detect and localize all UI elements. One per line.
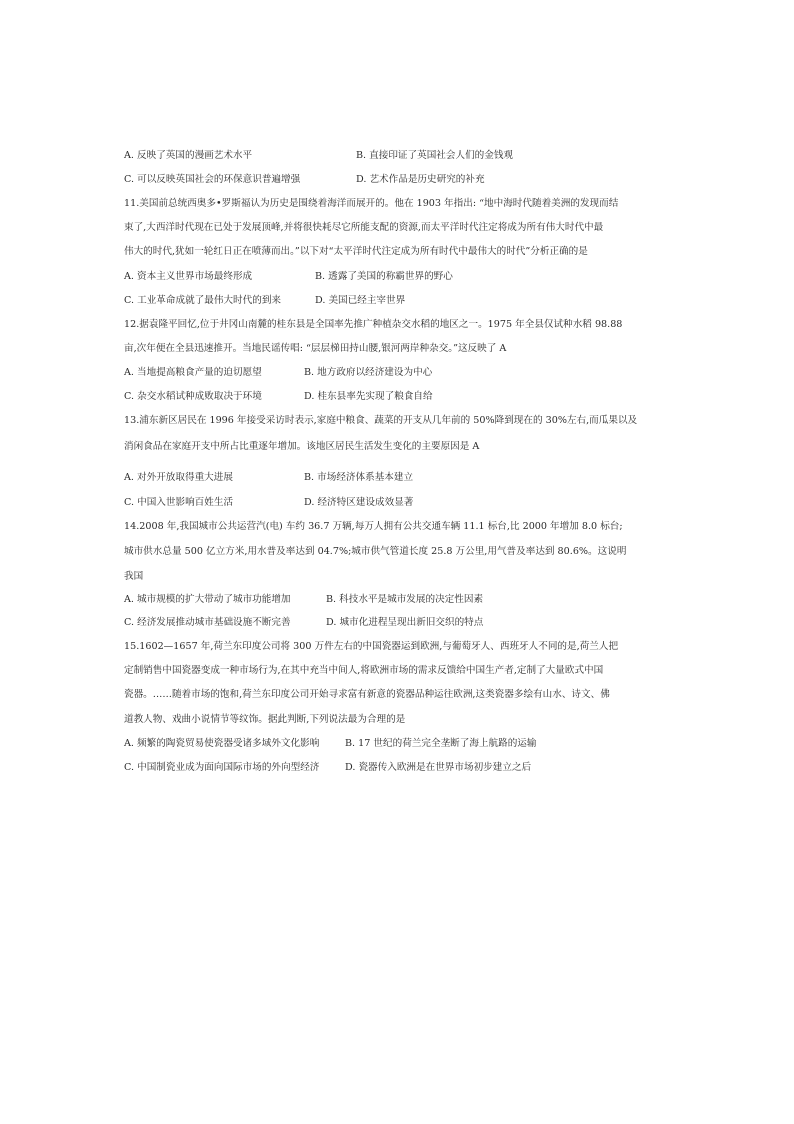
q14-stem-line: 我国 [124,571,144,582]
q14-option-b: B. 科技水平是城市发展的决定性因素 [326,594,484,605]
q15-option-c: C. 中国制瓷业成为面向国际市场的外向型经济 [124,762,320,773]
q13-stem-line: 13.浦东新区居民在 1996 年接受采访时表示,家庭中粮食、蔬菜的开支从几年前的 50%降到现在的 30%左右,而瓜果以及 [124,415,638,426]
q10-option-b: B. 直接印证了英国社会人们的金钱观 [356,150,514,161]
q11-stem-line: 11.美国前总统西奥多•罗斯福认为历史是围绕着海洋而展开的。他在 1903 年指出: “地中海时代随着美洲的发现而结 [124,198,619,209]
q15-stem-line: 瓷器。……随着市场的饱和,荷兰东印度公司开始寻求富有新意的瓷器品种运往欧洲,这类瓷器多绘有山水、诗文、佛 [124,689,610,700]
q11-stem-line: 伟大的时代,犹如一轮红日正在喷薄而出。”以下对“太平洋时代注定成为所有时代中最伟大的时代”分析正确的是 [124,246,588,257]
q11-option-c: C. 工业革命成就了最伟大时代的到来 [124,295,282,306]
q14-option-a: A. 城市规模的扩大带动了城市功能增加 [124,594,291,605]
q10-option-c: C. 可以反映英国社会的环保意识普遍增强 [124,174,301,185]
q15-stem-line: 15.1602—1657 年,荷兰东印度公司将 300 万件左右的中国瓷器运到欧洲,与葡萄牙人、西班牙人不同的是,荷兰人把 [124,641,619,652]
q11-option-d: D. 美国已经主宰世界 [315,295,406,306]
q15-stem-line: 定制销售中国瓷器变成一种市场行为,在其中充当中间人,将欧洲市场的需求反馈给中国生产者,定制了大量欧式中国 [124,665,604,676]
q12-option-b: B. 地方政府以经济建设为中心 [304,367,433,378]
q11-option-a: A. 资本主义世界市场最终形成 [124,271,253,282]
q14-stem-line: 城市供水总量 500 亿立方米,用水普及率达到 04.7%;城市供气管道长度 25.8 万公里,用气普及率达到 80.6%。这说明 [124,546,627,557]
q10-option-a: A. 反映了英国的漫画艺术水平 [124,150,253,161]
q12-option-d: D. 桂东县率先实现了粮食自给 [304,391,433,402]
q12-option-a: A. 当地提高粮食产量的迫切愿望 [124,367,262,378]
q13-option-c: C. 中国入世影响百姓生活 [124,497,234,508]
q15-stem-line: 道教人物、戏曲小说情节等纹饰。据此判断,下列说法最为合理的是 [124,714,406,725]
q14-stem-line: 14.2008 年,我国城市公共运营汽(电) 车约 36.7 万辆,每万人拥有公共交通车辆 11.1 标台,比 2000 年增加 8.0 标台; [124,521,623,532]
q13-option-d: D. 经济特区建设成效显著 [304,497,414,508]
q13-stem-line: 消闲食品在家庭开支中所占比重逐年增加。该地区居民生活发生变化的主要原因是 A [124,441,480,452]
q11-option-b: B. 透露了美国的称霸世界的野心 [315,271,453,282]
q12-stem-line: 12.据袁隆平回忆,位于井冈山南麓的桂东县是全国率先推广种植杂交水稻的地区之一。1975 年全县仅试种水稻 98.88 [124,319,623,330]
q12-option-c: C. 杂交水稻试种成败取决于环境 [124,391,262,402]
q14-option-c: C. 经济发展推动城市基础设施不断完善 [124,617,291,628]
q14-option-d: D. 城市化进程呈现出新旧交织的特点 [326,617,484,628]
q13-option-a: A. 对外开放取得重大进展 [124,472,233,483]
q11-stem-line: 束了,大西洋时代现在已处于发展顶峰,并将很快耗尽它所能支配的资源,而太平洋时代注定将成为所有伟大时代中最 [124,222,604,233]
q15-option-b: B. 17 世纪的荷兰完全垄断了海上航路的运输 [345,738,537,749]
q12-stem-line: 亩,次年便在全县迅速推开。当地民谣传唱: “层层梯田持山腰,银河两岸种杂交。”这反映了 A [124,343,507,354]
q13-option-b: B. 市场经济体系基本建立 [304,472,414,483]
q15-option-a: A. 频繁的陶瓷贸易使瓷器受诸多域外文化影响 [124,738,320,749]
q15-option-d: D. 瓷器传入欧洲是在世界市场初步建立之后 [345,762,532,773]
q10-option-d: D. 艺术作品是历史研究的补充 [356,174,485,185]
